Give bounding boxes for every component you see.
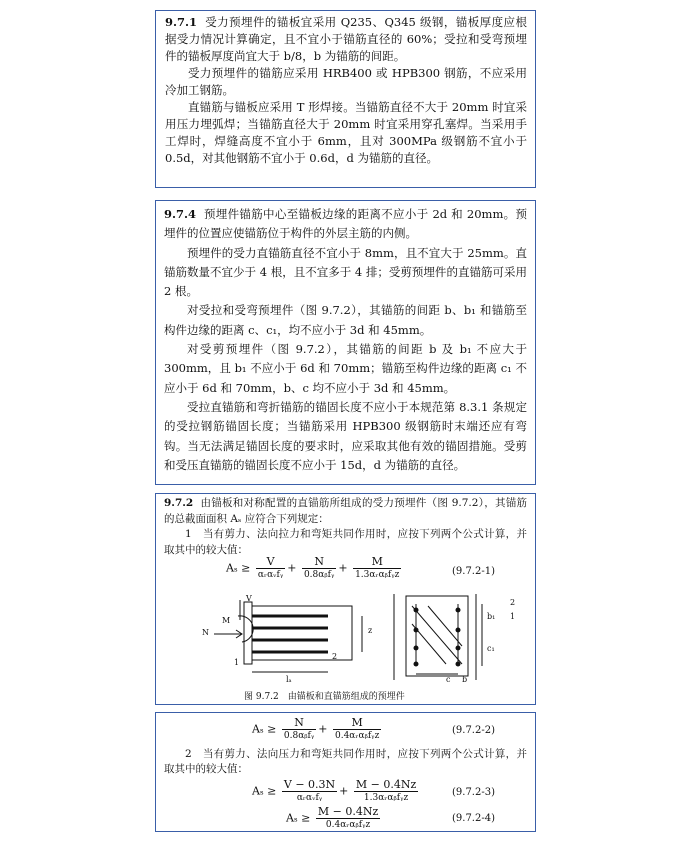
clause-9-7-2-continued-box: [155, 712, 536, 832]
numerator: M − 0.4Nz: [317, 805, 379, 818]
clause-text: 受力预埋件的锚板宜采用 Q235、Q345 级钢，锚板厚度应根据受力情况计算确定，且不宜小于锚筋直径的 60%；受拉和受弯预埋件的锚板厚度尚宜大于 b/8，b 为锚筋的间距。: [165, 15, 527, 63]
fraction: [354, 779, 418, 804]
clause-9-7-1-box: [155, 10, 536, 188]
anchor-bar-section: [456, 608, 461, 613]
equation-9-7-2-2: Aₛ ≥ $\frac{N}{\text{0.8αᵦfᵧ}}$ + $\frac{M}{\text{0.4αᵣαᵦfᵧz}}$: [252, 716, 380, 741]
clause-9-7-1-p2: 受力预埋件的锚筋应采用 HRB400 或 HPB300 钢筋，不应采用冷加工钢筋。: [165, 66, 527, 97]
denominator: αᵣαᵥfᵧ: [257, 570, 284, 580]
equation-9-7-2-1: Aₛ ≥ $\frac{V}{\text{αᵣαᵥfᵧ}}$ + $\frac{N}{\text{0.8αᵦfᵧ}}$ + $\frac{M}{\text{1.3αᵣαᵦfᵧz}}$: [226, 555, 400, 580]
clause-9-7-1-p3: 直锚筋与锚板应采用 T 形焊接。当锚筋直径不大于 20mm 时宜采用压力埋弧焊；当锚筋直径大于 20mm 时宜采用穿孔塞焊。当采用手工焊时，焊缝高度不宜小于 6mm，且对 300MPa 级钢筋不宜小于 0.5d，对其他钢筋不宜小于 0.6d，d 为锚筋的直径。: [165, 100, 527, 165]
denominator: 0.4αᵣαᵦfᵧz: [325, 820, 371, 830]
equation-9-7-2-3: Aₛ ≥ $\frac{V - 0.3N}{\text{αᵣαᵥfᵧ}}$ + $\frac{M - 0.4Nz}{\text{1.3αᵣαᵦfᵧz}}$: [252, 778, 417, 803]
equation-number: (9.7.2-4): [452, 813, 495, 824]
label-m: M: [222, 616, 231, 625]
anchor-plate-side: [244, 602, 252, 664]
clause-9-7-2-p2: 1 当有剪力、法向拉力和弯矩共同作用时，应按下列两个公式计算，并取其中的较大值：: [164, 528, 527, 556]
denominator: 0.8αᵦfᵧ: [303, 570, 335, 580]
anchor-bar-section: [456, 628, 461, 633]
fraction: [302, 556, 336, 581]
clause-number: 9.7.4: [164, 207, 197, 221]
label-2: 2: [332, 652, 338, 661]
equation-number: (9.7.2-3): [452, 787, 495, 798]
clause-9-7-4-p2: 预埋件的受力直锚筋直径不宜小于 8mm，且不宜大于 25mm。直锚筋数量不宜少于 4 根，且不宜多于 4 排；受剪预埋件的直锚筋可采用 2 根。: [164, 245, 527, 299]
denominator: 0.4αᵣαᵦfᵧz: [334, 731, 380, 741]
clause-9-7-4-p1: [164, 205, 527, 244]
fraction: [282, 779, 337, 804]
clause-9-7-2-box: [155, 493, 536, 705]
label-r2: 2: [510, 598, 516, 607]
fraction: [316, 806, 380, 831]
anchor-bar-section: [414, 662, 419, 667]
hatch-line: [412, 606, 462, 664]
denominator: 1.3αᵣαᵦfᵧz: [363, 793, 409, 803]
anchor-bar-section: [414, 646, 419, 651]
numerator: V: [256, 556, 285, 569]
clause-text: 由锚板和对称配置的直锚筋所组成的受力预埋件（图 9.7.2），其锚筋的总截面面积 Aₛ 应符合下列规定：: [164, 497, 527, 525]
label-z: z: [368, 626, 373, 635]
numerator: M: [333, 717, 381, 730]
numerator: V − 0.3N: [283, 778, 336, 791]
numerator: N: [282, 717, 316, 730]
label-1: 1: [234, 658, 240, 667]
clause-9-7-4-p3: 对受拉和受弯预埋件（图 9.7.2），其锚筋的间距 b、b₁ 和锚筋至构件边缘的距离 c、c₁，均不应小于 3d 和 45mm。: [164, 303, 527, 337]
label-r1: 1: [510, 612, 516, 621]
clause-9-7-4-box: [155, 200, 536, 485]
clause-9-7-2-p3: 2 当有剪力、法向压力和弯矩共同作用时，应按下列两个公式计算，并取其中的较大值：: [164, 748, 527, 775]
figure-caption: 图 9.7.2 由锚板和直锚筋组成的预埋件: [244, 692, 405, 702]
anchor-bar-section: [456, 662, 461, 667]
clause-9-7-1-p1: [165, 14, 527, 65]
fraction: [282, 717, 316, 742]
numerator: M − 0.4Nz: [355, 778, 417, 791]
clause-9-7-2-p1: [164, 496, 527, 527]
label-b: b: [462, 675, 468, 684]
numerator: M: [353, 556, 401, 569]
fraction: [333, 717, 381, 742]
clause-text: 预埋件锚筋中心至锚板边缘的距离不应小于 2d 和 20mm。预埋件的位置应使锚筋位于构件的外层主筋的内侧。: [164, 207, 527, 241]
anchor-bar-section: [414, 628, 419, 633]
denominator: 1.3αᵣαᵦfᵧz: [355, 570, 400, 580]
fraction: [353, 556, 401, 581]
clause-9-7-4-p4: 对受剪预埋件（图 9.7.2），其锚筋的间距 b 及 b₁ 不应大于 300mm，且 b₁ 不应小于 6d 和 70mm；锚筋至构件边缘的距离 c₁ 不应小于 6d 和 70mm，b、c 均不应小于 3d 和 45mm。: [164, 342, 527, 395]
equation-number: (9.7.2-1): [452, 566, 495, 577]
label-n: N: [202, 628, 209, 637]
anchor-bar-section: [414, 608, 419, 613]
equation-lhs: Aₛ ≥: [286, 811, 311, 825]
equation-lhs: Aₛ ≥: [252, 722, 277, 736]
label-b1: b₁: [487, 612, 496, 621]
equation-9-7-2-4: [286, 806, 382, 831]
equation-lhs: Aₛ ≥: [252, 784, 277, 798]
clause-number: 9.7.1: [165, 15, 198, 29]
fraction: [256, 556, 285, 581]
clause-9-7-4-p5: 受拉直锚筋和弯折锚筋的锚固长度不应小于本规范第 8.3.1 条规定的受拉钢筋锚固长度；当锚筋采用 HPB300 级钢筋时末端还应有弯钩。当无法满足锚固长度的要求时，应采取其他有效的锚固措施。受剪和受压直锚筋的锚固长度不应小于 15d，d 为锚筋的直径。: [164, 399, 527, 472]
equation-number: (9.7.2-2): [452, 725, 495, 736]
denominator: αᵣαᵥfᵧ: [296, 793, 323, 803]
anchor-bar-section: [456, 646, 461, 651]
clause-number: 9.7.2: [164, 497, 194, 509]
equation-lhs: Aₛ ≥: [226, 561, 251, 575]
label-la: lₐ: [286, 675, 292, 684]
denominator: 0.8αᵦfᵧ: [283, 731, 315, 741]
numerator: N: [302, 556, 336, 569]
label-c: c: [446, 675, 451, 684]
label-c1: c₁: [487, 644, 495, 653]
figure-embedded-part-diagram: [176, 594, 516, 684]
label-v: V: [246, 594, 252, 603]
